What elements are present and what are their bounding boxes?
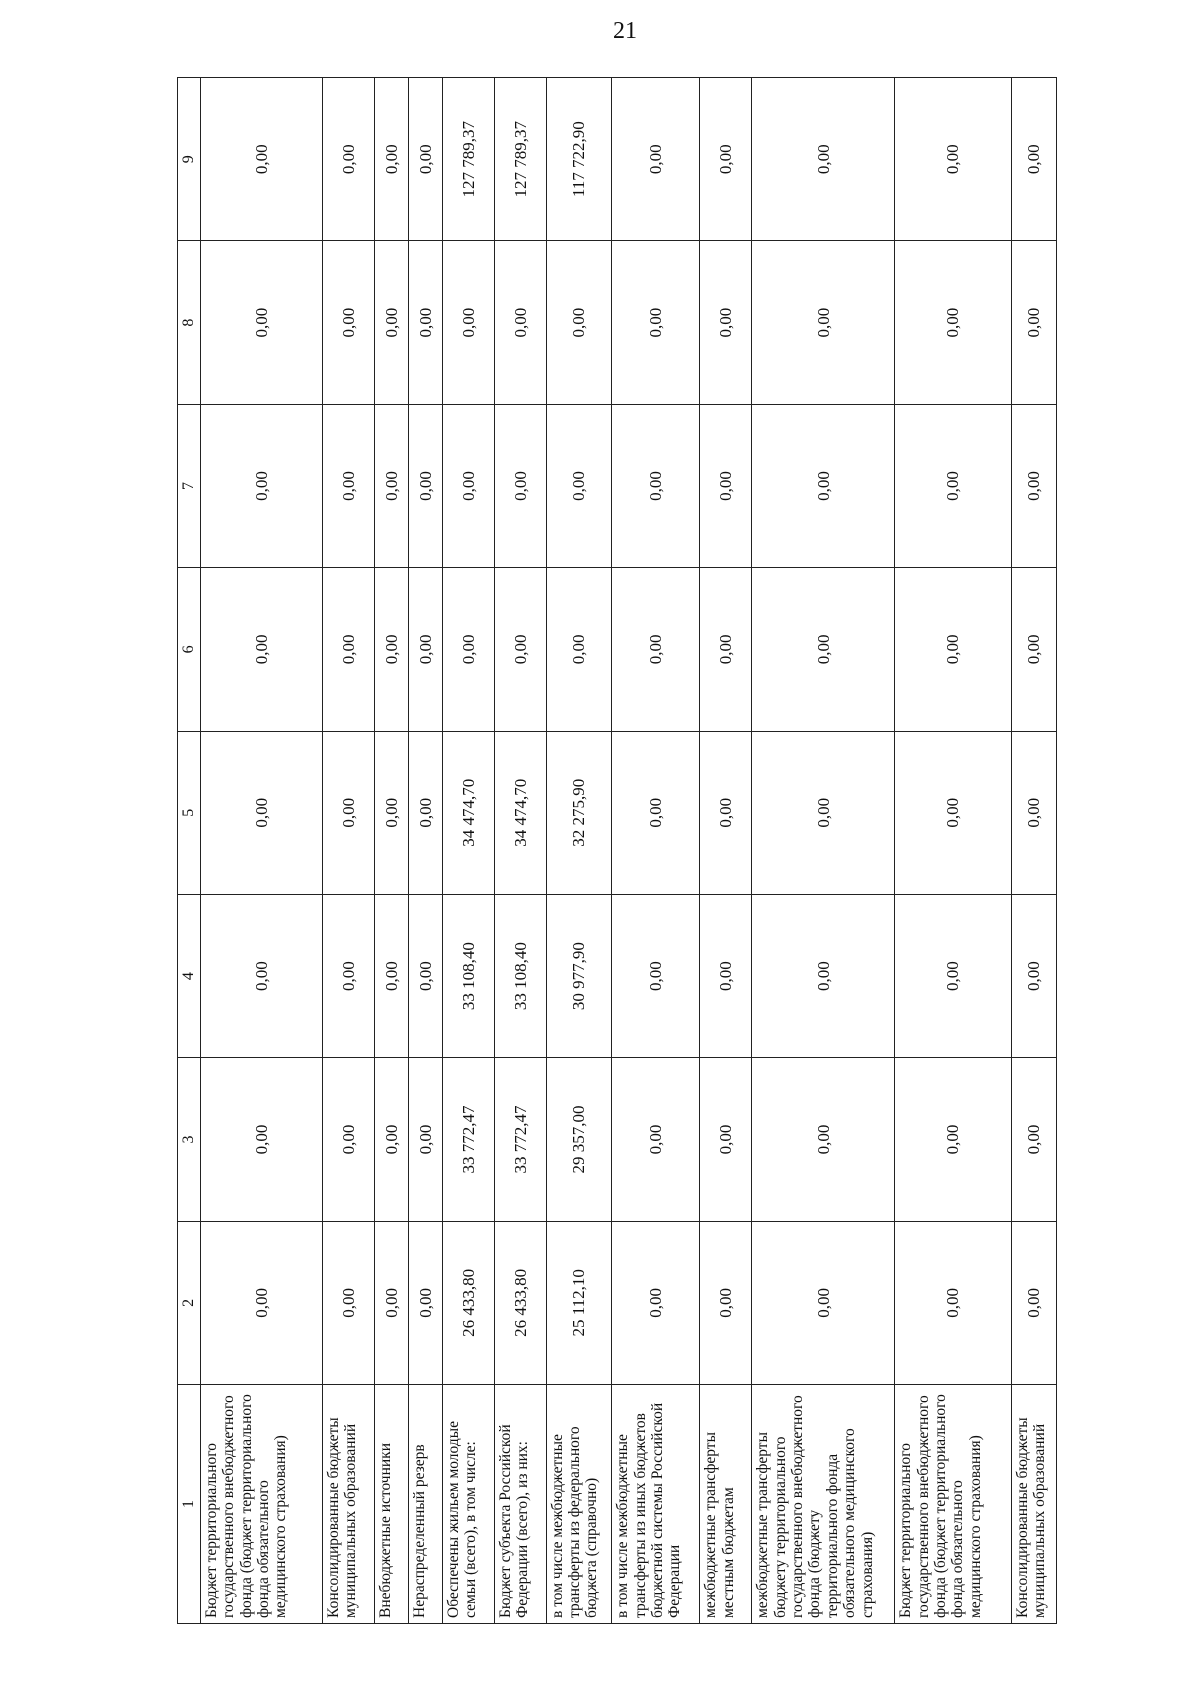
row-value: 0,00 <box>1011 78 1056 241</box>
row-label: в том числе межбюджетные трансферты из федерального бюджета (справочно) <box>546 1385 612 1624</box>
row-value: 0,00 <box>700 894 752 1057</box>
column-header: 8 <box>178 241 201 404</box>
row-value: 0,00 <box>1011 1058 1056 1221</box>
row-value: 0,00 <box>201 1221 323 1384</box>
row-value: 0,00 <box>408 1221 442 1384</box>
budget-table <box>177 77 1057 1624</box>
row-value: 0,00 <box>895 1058 1011 1221</box>
row-value: 0,00 <box>752 241 895 404</box>
row-value: 0,00 <box>752 78 895 241</box>
row-value: 0,00 <box>612 568 700 731</box>
row-value: 0,00 <box>201 568 323 731</box>
row-value: 0,00 <box>201 894 323 1057</box>
row-value: 0,00 <box>408 894 442 1057</box>
row-value: 0,00 <box>442 404 494 567</box>
row-value: 0,00 <box>201 241 323 404</box>
table-body <box>201 78 1057 1624</box>
row-value: 34 474,70 <box>442 731 494 894</box>
header-row <box>178 78 201 1624</box>
row-value: 0,00 <box>323 241 375 404</box>
row-value: 32 275,90 <box>546 731 612 894</box>
row-value: 0,00 <box>1011 894 1056 1057</box>
row-value: 26 433,80 <box>494 1221 546 1384</box>
row-value: 25 112,10 <box>546 1221 612 1384</box>
row-value: 0,00 <box>375 1058 409 1221</box>
row-label: Бюджет территориального государственного внебюджетного фонда (бюджет территориального фонда обязательного медицинского страхования) <box>895 1385 1011 1624</box>
row-value: 0,00 <box>323 404 375 567</box>
table-row <box>201 78 323 1624</box>
row-label: Обеспечены жильем молодые семьи (всего), в том числе: <box>442 1385 494 1624</box>
row-value: 0,00 <box>700 1221 752 1384</box>
row-value: 0,00 <box>895 568 1011 731</box>
table-row <box>1011 78 1056 1624</box>
row-value: 0,00 <box>752 1058 895 1221</box>
row-label: межбюджетные трансферты бюджету территориального государственного внебюджетного фонда (бюджету территориального фонда обязательного медицинского страхования) <box>752 1385 895 1624</box>
row-value: 0,00 <box>612 78 700 241</box>
row-label: Бюджет субъекта Российской Федерации (всего), из них: <box>494 1385 546 1624</box>
row-value: 0,00 <box>494 241 546 404</box>
row-label: Внебюджетные источники <box>375 1385 409 1624</box>
row-value: 0,00 <box>700 568 752 731</box>
row-value: 0,00 <box>375 404 409 567</box>
row-value: 0,00 <box>612 1058 700 1221</box>
row-value: 0,00 <box>546 241 612 404</box>
row-value: 0,00 <box>546 568 612 731</box>
row-value: 0,00 <box>323 894 375 1057</box>
row-value: 0,00 <box>494 404 546 567</box>
row-value: 0,00 <box>895 78 1011 241</box>
row-value: 26 433,80 <box>442 1221 494 1384</box>
row-value: 34 474,70 <box>494 731 546 894</box>
table-row <box>546 78 612 1624</box>
row-value: 0,00 <box>323 1058 375 1221</box>
row-value: 0,00 <box>375 731 409 894</box>
table-row <box>752 78 895 1624</box>
row-value: 0,00 <box>700 78 752 241</box>
row-value: 33 772,47 <box>494 1058 546 1221</box>
row-value: 0,00 <box>895 731 1011 894</box>
row-label: Бюджет территориального государственного внебюджетного фонда (бюджет территориального фонда обязательного медицинского страхования) <box>201 1385 323 1624</box>
row-value: 0,00 <box>612 731 700 894</box>
row-value: 0,00 <box>375 1221 409 1384</box>
row-value: 0,00 <box>752 731 895 894</box>
row-value: 127 789,37 <box>494 78 546 241</box>
row-value: 0,00 <box>408 731 442 894</box>
row-value: 0,00 <box>323 568 375 731</box>
row-value: 0,00 <box>201 1058 323 1221</box>
row-value: 33 108,40 <box>494 894 546 1057</box>
row-value: 0,00 <box>442 241 494 404</box>
row-value: 0,00 <box>201 404 323 567</box>
row-value: 0,00 <box>700 241 752 404</box>
rotated-table-container <box>177 77 1057 1624</box>
row-value: 0,00 <box>408 404 442 567</box>
row-value: 0,00 <box>323 78 375 241</box>
table-row <box>494 78 546 1624</box>
row-label: Консолидированные бюджеты муниципальных образований <box>323 1385 375 1624</box>
row-label: Консолидированные бюджеты муниципальных образований <box>1011 1385 1056 1624</box>
row-label: межбюджетные трансферты местным бюджетам <box>700 1385 752 1624</box>
row-value: 117 722,90 <box>546 78 612 241</box>
row-value: 33 772,47 <box>442 1058 494 1221</box>
row-value: 0,00 <box>895 404 1011 567</box>
row-value: 0,00 <box>895 1221 1011 1384</box>
row-value: 0,00 <box>201 731 323 894</box>
row-value: 0,00 <box>408 78 442 241</box>
table-row <box>895 78 1011 1624</box>
row-value: 0,00 <box>323 731 375 894</box>
column-header: 2 <box>178 1221 201 1384</box>
row-value: 0,00 <box>408 568 442 731</box>
column-header: 5 <box>178 731 201 894</box>
row-value: 127 789,37 <box>442 78 494 241</box>
row-value: 0,00 <box>895 894 1011 1057</box>
row-value: 0,00 <box>700 731 752 894</box>
row-value: 0,00 <box>1011 568 1056 731</box>
row-value: 0,00 <box>375 241 409 404</box>
page-number: 21 <box>613 18 637 44</box>
row-label: в том числе межбюджетные трансферты из иных бюджетов бюджетной системы Российской Федерации <box>612 1385 700 1624</box>
table-row <box>442 78 494 1624</box>
row-value: 0,00 <box>408 1058 442 1221</box>
table-row <box>408 78 442 1624</box>
row-value: 0,00 <box>1011 404 1056 567</box>
row-value: 0,00 <box>752 568 895 731</box>
row-value: 0,00 <box>1011 1221 1056 1384</box>
row-value: 0,00 <box>375 78 409 241</box>
row-value: 0,00 <box>375 894 409 1057</box>
table-row <box>612 78 700 1624</box>
row-value: 0,00 <box>895 241 1011 404</box>
row-value: 0,00 <box>408 241 442 404</box>
column-header: 6 <box>178 568 201 731</box>
column-header: 9 <box>178 78 201 241</box>
row-value: 0,00 <box>1011 241 1056 404</box>
column-header: 3 <box>178 1058 201 1221</box>
row-value: 0,00 <box>612 404 700 567</box>
row-value: 0,00 <box>752 894 895 1057</box>
row-value: 29 357,00 <box>546 1058 612 1221</box>
row-value: 0,00 <box>375 568 409 731</box>
row-value: 0,00 <box>700 1058 752 1221</box>
table-row <box>700 78 752 1624</box>
row-value: 0,00 <box>442 568 494 731</box>
row-value: 0,00 <box>1011 731 1056 894</box>
column-header: 4 <box>178 894 201 1057</box>
table-row <box>375 78 409 1624</box>
row-label: Нераспределенный резерв <box>408 1385 442 1624</box>
row-value: 0,00 <box>323 1221 375 1384</box>
row-value: 33 108,40 <box>442 894 494 1057</box>
row-value: 0,00 <box>700 404 752 567</box>
row-value: 0,00 <box>494 568 546 731</box>
row-value: 0,00 <box>546 404 612 567</box>
row-value: 0,00 <box>612 241 700 404</box>
row-value: 0,00 <box>201 78 323 241</box>
row-value: 0,00 <box>612 1221 700 1384</box>
column-header: 1 <box>178 1385 201 1624</box>
row-value: 0,00 <box>752 404 895 567</box>
row-value: 0,00 <box>612 894 700 1057</box>
table-row <box>323 78 375 1624</box>
column-header: 7 <box>178 404 201 567</box>
row-value: 0,00 <box>752 1221 895 1384</box>
row-value: 30 977,90 <box>546 894 612 1057</box>
